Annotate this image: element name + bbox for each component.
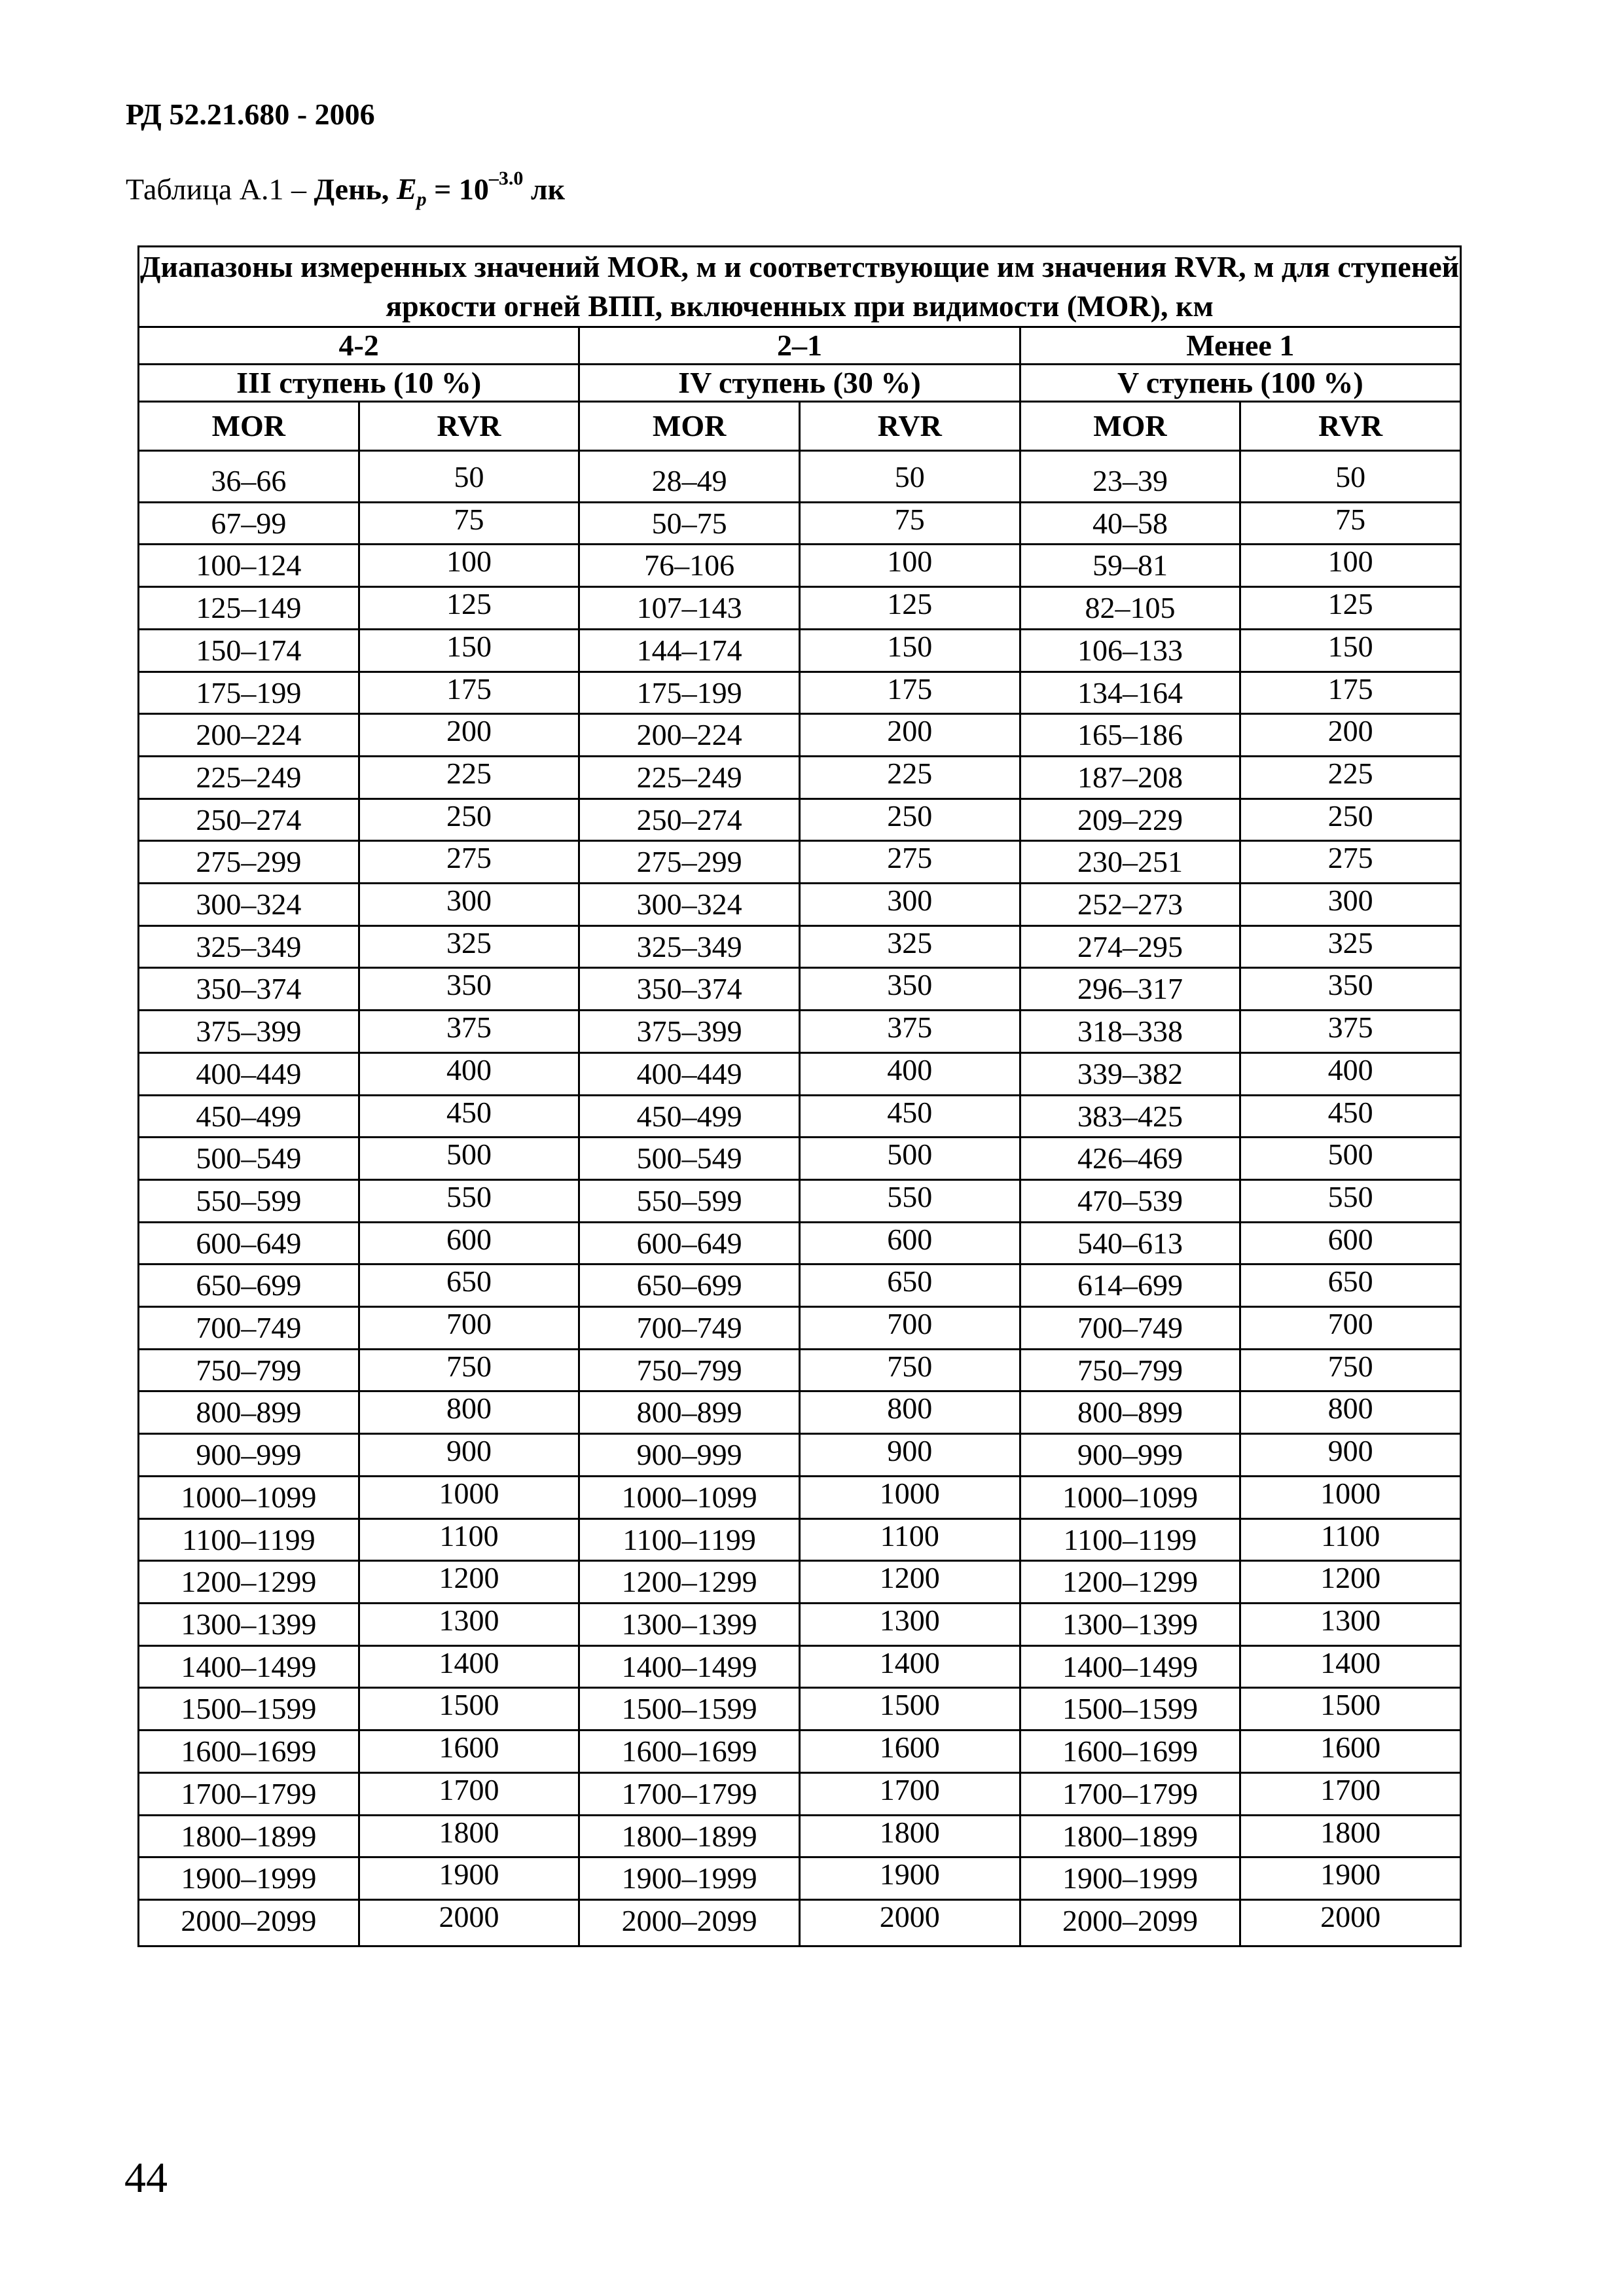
mor-range-cell: 106–133 [1020,629,1240,672]
rvr-cell: 450 [799,1091,1020,1134]
column-header-rvr: RVR [1240,402,1461,451]
rvr-cell: 175 [359,668,579,710]
rvr-cell: 50 [799,447,1020,499]
rvr-cell: 1400 [799,1641,1020,1684]
rvr-cell: 1800 [799,1811,1020,1854]
mor-range-cell: 318–338 [1020,1011,1240,1053]
mor-range-cell: 1500–1599 [139,1688,359,1731]
rvr-cell: 450 [1240,1091,1461,1134]
mor-range-cell: 700–749 [1020,1307,1240,1350]
rvr-cell: 1200 [1240,1557,1461,1600]
mor-range-cell: 614–699 [1020,1265,1240,1307]
group-visibility-3: Менее 1 [1020,327,1460,365]
mor-range-cell: 134–164 [1020,672,1240,714]
rvr-cell: 350 [1240,964,1461,1007]
mor-range-cell: 1800–1899 [1020,1815,1240,1857]
table-row [139,451,1461,503]
rvr-cell: 1400 [359,1641,579,1684]
mor-range-cell: 540–613 [1020,1222,1240,1265]
mor-range-cell: 23–39 [1020,451,1240,503]
mor-range-cell: 252–273 [1020,884,1240,926]
rvr-cell: 275 [799,837,1020,880]
column-header-mor: MOR [1020,402,1240,451]
document-code: РД 52.21.680 - 2006 [126,98,375,131]
table-row [139,841,1461,884]
mor-range-cell: 2000–2099 [139,1899,359,1946]
mor-range-cell: 339–382 [1020,1052,1240,1095]
rvr-cell: 650 [799,1261,1020,1303]
mor-range-cell: 1100–1199 [579,1518,800,1561]
rvr-cell: 75 [799,498,1020,541]
mor-range-cell: 350–374 [139,968,359,1011]
mor-range-cell: 1500–1599 [1020,1688,1240,1731]
mor-range-cell: 50–75 [579,502,800,545]
rvr-cell: 750 [359,1345,579,1388]
table-row [139,1434,1461,1477]
mor-range-cell: 700–749 [139,1307,359,1350]
rvr-cell: 125 [1240,583,1461,626]
column-header-rvr: RVR [799,402,1020,451]
rvr-cell: 1200 [359,1557,579,1600]
rvr-cell: 550 [799,1175,1020,1218]
mor-range-cell: 1400–1499 [1020,1645,1240,1688]
rvr-cell: 1000 [1240,1472,1461,1515]
rvr-cell: 175 [1240,668,1461,710]
mor-range-cell: 225–249 [139,756,359,798]
rvr-cell: 1500 [359,1684,579,1727]
rvr-cell: 75 [1240,498,1461,541]
mor-range-cell: 1600–1699 [579,1731,800,1773]
mor-range-cell: 750–799 [1020,1349,1240,1391]
caption-ep-subscript: p [416,188,427,211]
rvr-cell: 1800 [1240,1811,1461,1854]
rvr-cell: 50 [1240,447,1461,499]
table-row [139,1265,1461,1307]
table-row [139,1138,1461,1180]
rvr-cell: 1700 [799,1768,1020,1811]
caption-unit: лк [523,172,566,206]
rvr-cell: 1800 [359,1811,579,1854]
rvr-cell: 225 [359,752,579,795]
mor-range-cell: 300–324 [579,884,800,926]
rvr-cell: 300 [799,880,1020,922]
caption-exponent: –3.0 [488,168,524,189]
mor-range-cell: 1900–1999 [579,1857,800,1900]
table-body [139,451,1461,1946]
caption-ep-symbol: $E_p$ [396,172,427,211]
caption-prefix: Таблица А.1 – [126,172,314,206]
mor-range-cell: 150–174 [139,629,359,672]
rvr-cell: 400 [1240,1049,1461,1091]
table-row [139,1222,1461,1265]
rvr-cell: 175 [799,668,1020,710]
mor-range-cell: 1700–1799 [579,1772,800,1815]
mor-range-cell: 1000–1099 [579,1476,800,1518]
mor-range-cell: 175–199 [579,672,800,714]
table-row [139,968,1461,1011]
mor-range-cell: 325–349 [139,925,359,968]
rvr-cell: 550 [359,1175,579,1218]
mor-range-cell: 1100–1199 [139,1518,359,1561]
rvr-cell: 800 [799,1388,1020,1430]
rvr-cell: 375 [1240,1007,1461,1049]
rvr-cell: 350 [359,964,579,1007]
rvr-cell: 1600 [799,1727,1020,1769]
table-row [139,672,1461,714]
rvr-cell: 1100 [799,1515,1020,1557]
table-row [139,1815,1461,1857]
rvr-cell: 375 [359,1007,579,1049]
rvr-cell: 750 [1240,1345,1461,1388]
table-row [139,1307,1461,1350]
rvr-cell: 1500 [799,1684,1020,1727]
rvr-cell: 275 [359,837,579,880]
mor-range-cell: 1600–1699 [1020,1731,1240,1773]
mor-range-cell: 1900–1999 [139,1857,359,1900]
rvr-cell: 700 [799,1303,1020,1346]
rvr-cell: 800 [1240,1388,1461,1430]
caption-equals: = 10 [426,172,489,206]
table-row [139,1095,1461,1138]
rvr-cell: 325 [1240,922,1461,964]
rvr-cell: 900 [799,1430,1020,1473]
mor-range-cell: 200–224 [139,714,359,757]
mor-range-cell: 187–208 [1020,756,1240,798]
rvr-cell: 150 [1240,625,1461,668]
mor-range-cell: 28–49 [579,451,800,503]
mor-range-cell: 1800–1899 [139,1815,359,1857]
rvr-cell: 2000 [359,1895,579,1942]
caption-label: День, [314,172,397,206]
rvr-cell: 1300 [799,1599,1020,1641]
mor-range-cell: 1300–1399 [1020,1603,1240,1645]
column-header-mor: MOR [579,402,800,451]
mor-range-cell: 250–274 [579,798,800,841]
rvr-cell: 2000 [1240,1895,1461,1942]
table-row [139,1349,1461,1391]
rvr-cell: 700 [359,1303,579,1346]
mor-range-cell: 800–899 [579,1391,800,1434]
mor-range-cell: 1200–1299 [579,1561,800,1604]
mor-range-cell: 296–317 [1020,968,1240,1011]
mor-range-cell: 375–399 [579,1011,800,1053]
group-visibility-2: 2–1 [579,327,1020,365]
rvr-cell: 650 [1240,1261,1461,1303]
mor-range-cell: 1200–1299 [1020,1561,1240,1604]
mor-range-cell: 76–106 [579,545,800,587]
mor-range-cell: 250–274 [139,798,359,841]
rvr-cell: 375 [799,1007,1020,1049]
mor-range-cell: 1300–1399 [139,1603,359,1645]
table-row [139,1011,1461,1053]
mor-range-cell: 1000–1099 [139,1476,359,1518]
mor-range-cell: 383–425 [1020,1095,1240,1138]
mor-range-cell: 450–499 [139,1095,359,1138]
rvr-cell: 250 [359,795,579,837]
table-row [139,1561,1461,1604]
rvr-cell: 1900 [359,1854,579,1896]
mor-range-cell: 500–549 [139,1138,359,1180]
table-row [139,1476,1461,1518]
group-stage-1: III ступень (10 %) [139,365,579,402]
mor-range-cell: 375–399 [139,1011,359,1053]
table-row [139,714,1461,757]
rvr-cell: 1300 [359,1599,579,1641]
group-stage-2: IV ступень (30 %) [579,365,1020,402]
table-row [139,925,1461,968]
rvr-cell: 1300 [1240,1599,1461,1641]
table-row [139,1052,1461,1095]
mor-range-cell: 450–499 [579,1095,800,1138]
table-row [139,1391,1461,1434]
mor-range-cell: 1700–1799 [1020,1772,1240,1815]
table-row [139,629,1461,672]
mor-range-cell: 1600–1699 [139,1731,359,1773]
table-row [139,756,1461,798]
mor-range-cell: 225–249 [579,756,800,798]
rvr-cell: 125 [799,583,1020,626]
mor-range-cell: 900–999 [139,1434,359,1477]
mor-range-cell: 600–649 [139,1222,359,1265]
mor-range-cell: 1700–1799 [139,1772,359,1815]
rvr-cell: 200 [359,710,579,753]
mor-range-cell: 107–143 [579,587,800,630]
rvr-cell: 1500 [1240,1684,1461,1727]
mor-range-cell: 1100–1199 [1020,1518,1240,1561]
rvr-cell: 550 [1240,1175,1461,1218]
mor-rvr-table [137,245,1462,1947]
mor-range-cell: 400–449 [579,1052,800,1095]
rvr-cell: 250 [1240,795,1461,837]
rvr-cell: 800 [359,1388,579,1430]
rvr-cell: 100 [359,541,579,583]
mor-range-cell: 230–251 [1020,841,1240,884]
mor-range-cell: 175–199 [139,672,359,714]
rvr-cell: 350 [799,964,1020,1007]
rvr-cell: 275 [1240,837,1461,880]
table-row [139,502,1461,545]
mor-range-cell: 750–799 [139,1349,359,1391]
rvr-cell: 1700 [1240,1768,1461,1811]
rvr-cell: 100 [1240,541,1461,583]
table-row [139,1899,1461,1946]
rvr-cell: 100 [799,541,1020,583]
rvr-cell: 1000 [359,1472,579,1515]
rvr-cell: 2000 [799,1895,1020,1942]
rvr-cell: 700 [1240,1303,1461,1346]
rvr-cell: 650 [359,1261,579,1303]
mor-range-cell: 1000–1099 [1020,1476,1240,1518]
mor-range-cell: 550–599 [139,1179,359,1222]
mor-range-cell: 1400–1499 [139,1645,359,1688]
mor-range-cell: 900–999 [1020,1434,1240,1477]
rvr-cell: 500 [1240,1134,1461,1176]
rvr-cell: 600 [359,1218,579,1261]
mor-range-cell: 1200–1299 [139,1561,359,1604]
table-row [139,1688,1461,1731]
mor-range-cell: 1800–1899 [579,1815,800,1857]
table-row [139,587,1461,630]
rvr-cell: 1900 [1240,1854,1461,1896]
mor-range-cell: 700–749 [579,1307,800,1350]
mor-range-cell: 59–81 [1020,545,1240,587]
mor-range-cell: 400–449 [139,1052,359,1095]
mor-range-cell: 426–469 [1020,1138,1240,1180]
rvr-cell: 900 [359,1430,579,1473]
rvr-cell: 1000 [799,1472,1020,1515]
mor-range-cell: 800–899 [1020,1391,1240,1434]
mor-range-cell: 800–899 [139,1391,359,1434]
mor-range-cell: 1400–1499 [579,1645,800,1688]
rvr-cell: 150 [359,625,579,668]
mor-range-cell: 2000–2099 [1020,1899,1240,1946]
table-row [139,1645,1461,1688]
rvr-cell: 300 [1240,880,1461,922]
page-number: 44 [124,2154,168,2202]
column-header-mor: MOR [139,402,359,451]
mor-range-cell: 274–295 [1020,925,1240,968]
group-visibility-1: 4-2 [139,327,579,365]
mor-range-cell: 36–66 [139,451,359,503]
rvr-cell: 1600 [359,1727,579,1769]
table-row [139,1857,1461,1900]
table-caption [126,168,566,211]
rvr-cell: 150 [799,625,1020,668]
rvr-cell: 225 [799,752,1020,795]
mor-range-cell: 2000–2099 [579,1899,800,1946]
mor-range-cell: 470–539 [1020,1179,1240,1222]
table-row [139,1603,1461,1645]
mor-range-cell: 500–549 [579,1138,800,1180]
mor-range-cell: 67–99 [139,502,359,545]
mor-range-cell: 200–224 [579,714,800,757]
rvr-cell: 900 [1240,1430,1461,1473]
rvr-cell: 500 [799,1134,1020,1176]
rvr-cell: 1900 [799,1854,1020,1896]
table-row [139,1772,1461,1815]
mor-range-cell: 325–349 [579,925,800,968]
rvr-cell: 600 [1240,1218,1461,1261]
mor-range-cell: 650–699 [139,1265,359,1307]
mor-range-cell: 125–149 [139,587,359,630]
rvr-cell: 250 [799,795,1020,837]
rvr-cell: 750 [799,1345,1020,1388]
mor-range-cell: 550–599 [579,1179,800,1222]
rvr-cell: 1200 [799,1557,1020,1600]
mor-range-cell: 165–186 [1020,714,1240,757]
rvr-cell: 1600 [1240,1727,1461,1769]
mor-range-cell: 1900–1999 [1020,1857,1240,1900]
mor-range-cell: 82–105 [1020,587,1240,630]
mor-range-cell: 1500–1599 [579,1688,800,1731]
rvr-cell: 500 [359,1134,579,1176]
rvr-cell: 325 [799,922,1020,964]
mor-range-cell: 144–174 [579,629,800,672]
rvr-cell: 600 [799,1218,1020,1261]
column-header-rvr: RVR [359,402,579,451]
table-row [139,884,1461,926]
rvr-cell: 400 [799,1049,1020,1091]
rvr-cell: 225 [1240,752,1461,795]
rvr-cell: 200 [1240,710,1461,753]
rvr-cell: 1100 [359,1515,579,1557]
rvr-cell: 300 [359,880,579,922]
mor-range-cell: 209–229 [1020,798,1240,841]
rvr-cell: 125 [359,583,579,626]
rvr-cell: 1700 [359,1768,579,1811]
rvr-cell: 450 [359,1091,579,1134]
table-title: Диапазоны измеренных значений MOR, м и соответствующие им значения RVR, м для ступеней яркости огней ВПП, включенных при видимости (MOR), км [139,247,1461,327]
mor-range-cell: 600–649 [579,1222,800,1265]
table-row [139,545,1461,587]
rvr-cell: 400 [359,1049,579,1091]
mor-range-cell: 900–999 [579,1434,800,1477]
table-row [139,1518,1461,1561]
mor-range-cell: 300–324 [139,884,359,926]
rvr-cell: 75 [359,498,579,541]
mor-range-cell: 1300–1399 [579,1603,800,1645]
mor-range-cell: 100–124 [139,545,359,587]
rvr-cell: 50 [359,447,579,499]
mor-range-cell: 40–58 [1020,502,1240,545]
mor-range-cell: 750–799 [579,1349,800,1391]
table-row [139,1179,1461,1222]
rvr-cell: 325 [359,922,579,964]
group-stage-3: V ступень (100 %) [1020,365,1460,402]
table-row [139,1731,1461,1773]
mor-range-cell: 275–299 [579,841,800,884]
rvr-cell: 200 [799,710,1020,753]
mor-range-cell: 350–374 [579,968,800,1011]
rvr-cell: 1100 [1240,1515,1461,1557]
table-row [139,798,1461,841]
mor-range-cell: 275–299 [139,841,359,884]
mor-range-cell: 650–699 [579,1265,800,1307]
rvr-cell: 1400 [1240,1641,1461,1684]
